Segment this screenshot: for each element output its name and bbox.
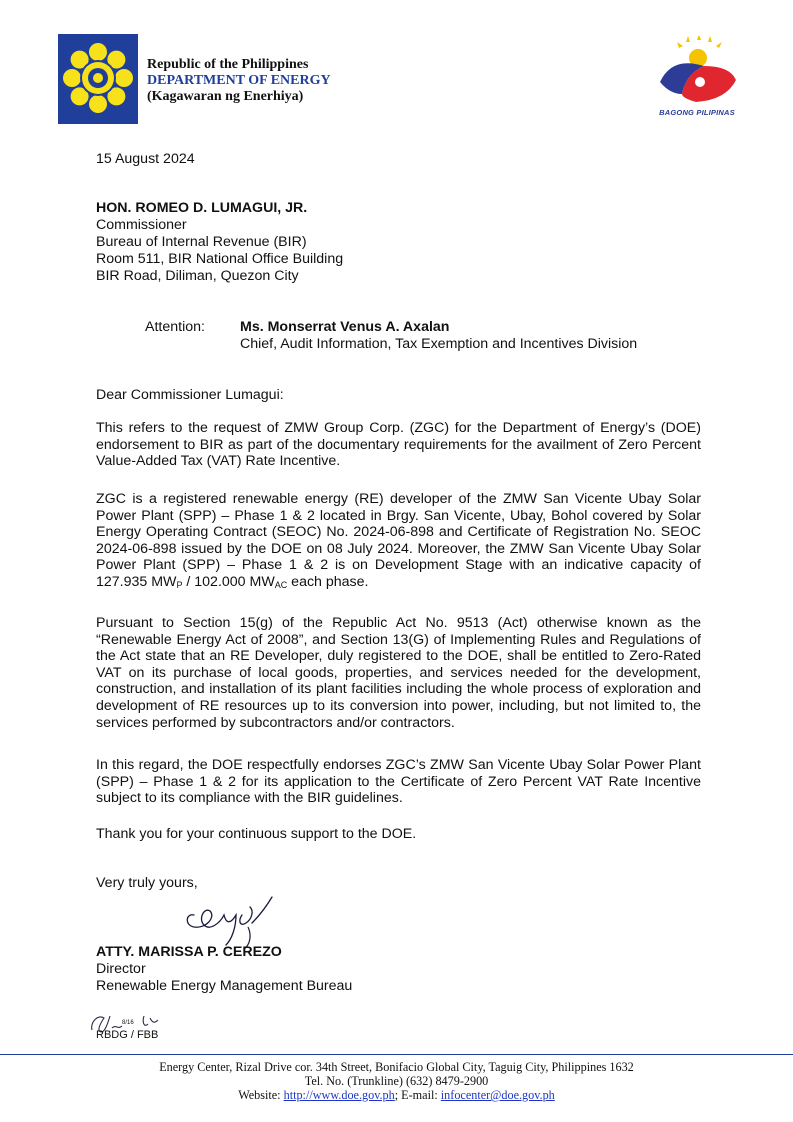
footer-email-label: ; E-mail: xyxy=(394,1088,441,1102)
letter-date: 15 August 2024 xyxy=(96,151,195,167)
paragraph-thanks: Thank you for your continuous support to the DOE. xyxy=(96,826,417,842)
footer-tel: Tel. No. (Trunkline) (632) 8479-2900 xyxy=(304,1074,489,1088)
doe-seal-logo xyxy=(58,34,138,124)
paragraph-developer-text: ZGC is a registered renewable energy (RE) developer of the ZMW San Vicente Ubay Solar Power Plant (SPP) – Phase 1 & 2 located in Brgy. San Vicente, Ubay, Bohol covered by Solar Energy Operating Contract (SEOC) No. 2024-06-898 and Certificate of Registration No. SEOC 2024-06-898 issued by the DOE on 08 July 2024. Moreover, the ZMW San Vicente Ubay Solar Power Plant (SPP) – Phase 1 & 2 is on Development Stage with an indicative capacity of 127.935 MW xyxy=(96,491,701,590)
initials-date: 8/16 xyxy=(122,1020,134,1026)
closing: Very truly yours, xyxy=(96,875,198,891)
addressee-name: HON. ROMEO D. LUMAGUI, JR. xyxy=(96,200,308,216)
signatory-office: Renewable Energy Management Bureau xyxy=(96,978,353,994)
letterhead-text xyxy=(147,57,331,105)
letterhead-filipino: (Kagawaran ng Enerhiya) xyxy=(147,89,304,104)
addressee-block xyxy=(96,200,343,285)
bagong-pilipinas-text: BAGONG PILIPINAS xyxy=(659,108,735,117)
paragraph-developer xyxy=(96,491,701,591)
signatory-block xyxy=(96,944,352,995)
footer xyxy=(0,1060,793,1102)
signatory-title: Director xyxy=(96,961,146,977)
website-link[interactable]: http://www.doe.gov.ph xyxy=(283,1088,395,1102)
addressee-line: BIR Road, Diliman, Quezon City xyxy=(96,268,299,284)
paragraph-developer-text: each phase. xyxy=(287,573,369,590)
paragraph-endorsement: In this regard, the DOE respectfully endorses ZGC’s ZMW San Vicente Ubay Solar Power Plant (SPP) – Phase 1 & 2 for its application to the Certificate of Zero Percent VAT Rate Incentive subject to its compliance with the BIR guidelines. xyxy=(96,757,701,807)
attention-title: Chief, Audit Information, Tax Exemption and Incentives Division xyxy=(240,336,638,352)
footer-website-label: Website: xyxy=(238,1088,284,1102)
addressee-line: Commissioner xyxy=(96,217,187,233)
paragraph-legal-basis: Pursuant to Section 15(g) of the Republic Act No. 9513 (Act) otherwise known as the “Renewable Energy Act of 2008”, and Section 13(G) of Implementing Rules and Regulations of the Act state that an RE Developer, duly registered to the DOE, shall be entitled to Zero-Rated VAT on its purchase of local goods, properties, and services needed for the development, construction, and installation of its plant facilities including the whole process of exploration and development of RE resources up to its conversion into power, including, but not limited to, the services performed by subcontractors and/or contractors. xyxy=(96,615,701,731)
bagong-pilipinas-logo xyxy=(652,36,742,120)
email-link[interactable]: infocenter@doe.gov.ph xyxy=(440,1088,555,1102)
addressee-line: Room 511, BIR National Office Building xyxy=(96,251,344,267)
attention-block xyxy=(240,319,637,353)
attention-name: Ms. Monserrat Venus A. Axalan xyxy=(240,319,450,335)
unit-subscript: AC xyxy=(274,579,288,590)
salutation: Dear Commissioner Lumagui: xyxy=(96,387,284,403)
signatory-name: ATTY. MARISSA P. CEREZO xyxy=(96,944,282,960)
addressee-line: Bureau of Internal Revenue (BIR) xyxy=(96,234,307,250)
paragraph-request: This refers to the request of ZMW Group Corp. (ZGC) for the Department of Energy’s (DOE) endorsement to BIR as part of the documentary requirements for the availment of Zero Percent Value-Added Tax (VAT) Rate Incentive. xyxy=(96,420,701,470)
letterhead-republic: Republic of the Philippines xyxy=(147,57,309,72)
typed-initials: RBDG / FBB xyxy=(96,1029,159,1041)
unit-subscript: P xyxy=(176,579,183,590)
letterhead-department: DEPARTMENT OF ENERGY xyxy=(147,73,331,88)
footer-web-line xyxy=(0,1088,793,1102)
paragraph-developer-text: / 102.000 MW xyxy=(182,573,275,590)
footer-address: Energy Center, Rizal Drive cor. 34th Street, Bonifacio Global City, Taguig City, Philippines 1632 xyxy=(159,1060,634,1074)
footer-divider xyxy=(0,1054,793,1055)
attention-label: Attention: xyxy=(145,319,205,335)
